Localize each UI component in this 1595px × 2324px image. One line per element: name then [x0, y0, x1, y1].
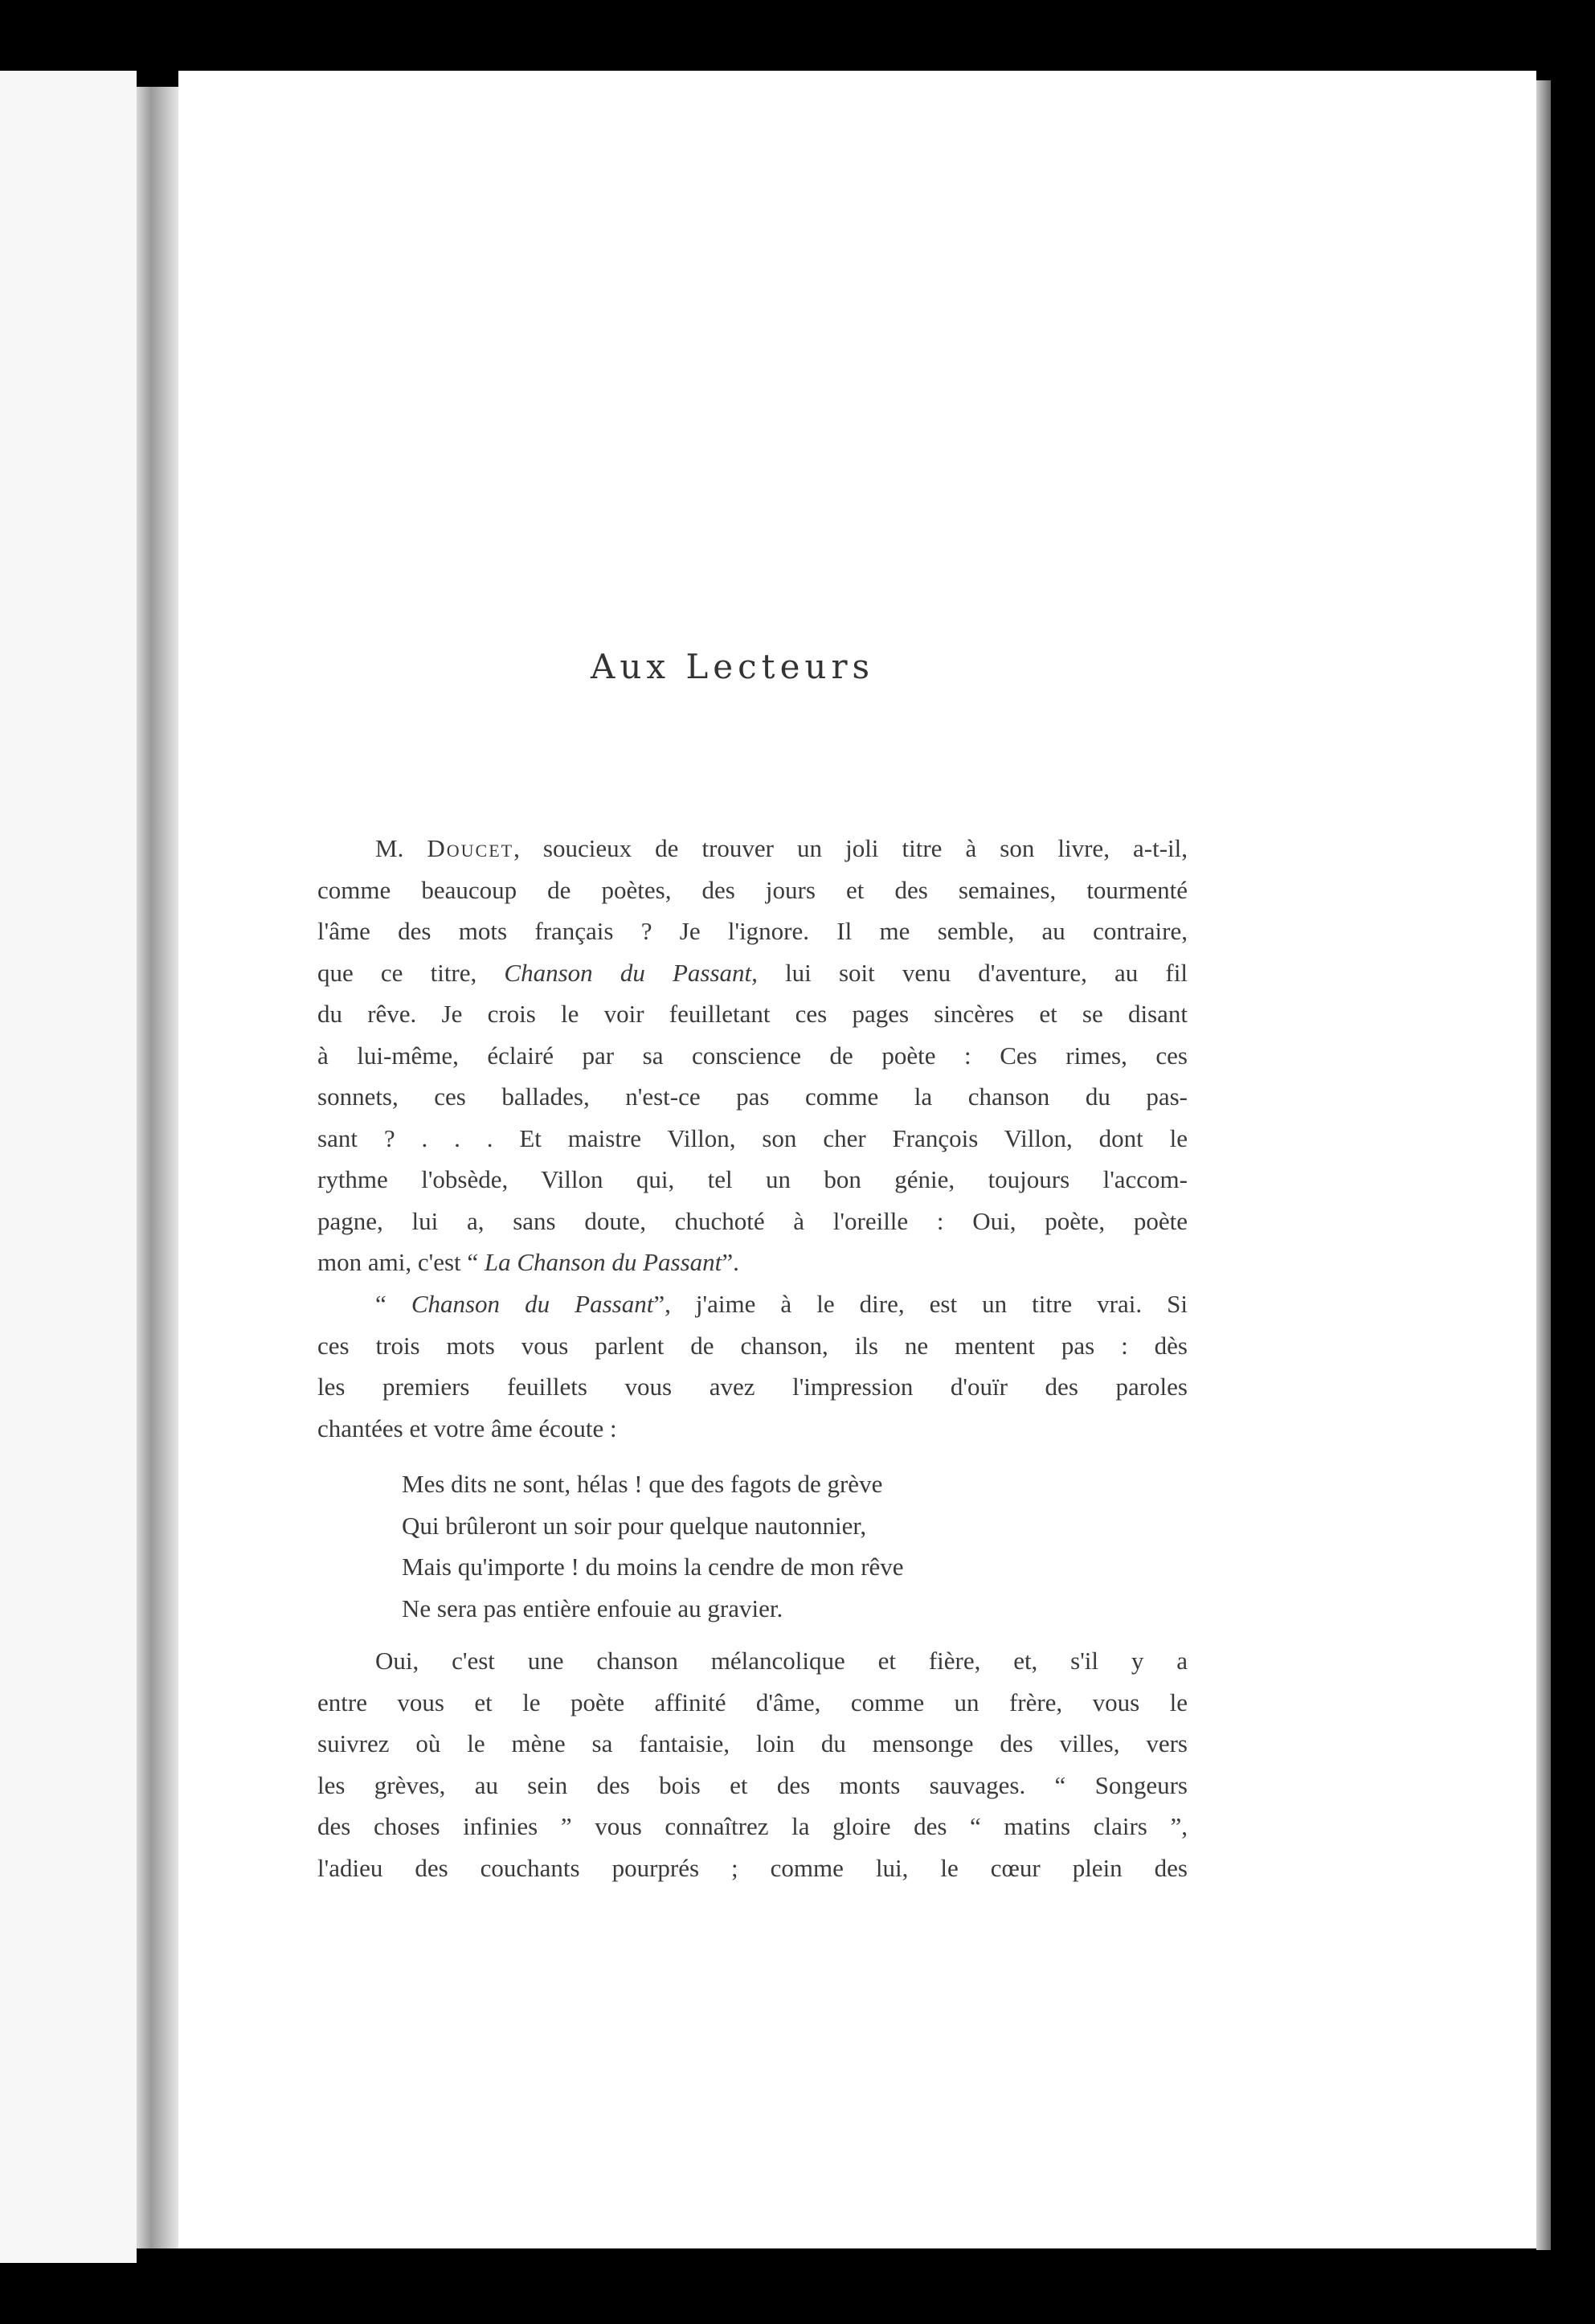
text-line: l'adieu des couchants pourprés ; comme lui, le cœur plein des: [317, 1853, 1188, 1882]
text-line: rythme l'obsède, Villon qui, tel un bon génie, toujours l'accom-: [317, 1165, 1188, 1193]
poem-line: Mes dits ne sont, hélas ! que des fagots de grève: [402, 1470, 883, 1498]
text-line: ces trois mots vous parlent de chanson, ils ne mentent pas : dès: [317, 1331, 1188, 1360]
text-line: Oui, c'est une chanson mélancolique et fière, et, s'il y a: [375, 1647, 1188, 1675]
text-line: chantées et votre âme écoute :: [317, 1414, 617, 1442]
text-line: les premiers feuillets vous avez l'impression d'ouïr des paroles: [317, 1373, 1188, 1401]
text-line: suivrez où le mène sa fantaisie, loin du mensonge des villes, vers: [317, 1729, 1188, 1757]
text-line: que ce titre, Chanson du Passant, lui soit venu d'aventure, au fil: [317, 958, 1188, 987]
text-line: pagne, lui a, sans doute, chuchoté à l'oreille : Oui, poète, poète: [317, 1206, 1188, 1235]
page-heading: Aux Lecteurs: [591, 647, 875, 686]
poem-line: Ne sera pas entière enfouie au gravier.: [402, 1594, 783, 1622]
text-line: “ Chanson du Passant”, j'aime à le dire, est un titre vrai. Si: [375, 1290, 1188, 1318]
paragraph-3: [317, 1640, 1188, 1888]
text-line: des choses infinies ” vous connaîtrez la gloire des “ matins clairs ”,: [317, 1812, 1188, 1840]
text-line: entre vous et le poète affinité d'âme, comme un frère, vous le: [317, 1688, 1188, 1716]
text-line: sonnets, ces ballades, n'est-ce pas comme la chanson du pas-: [317, 1082, 1188, 1111]
poem-line: Qui brûleront un soir pour quelque nautonnier,: [402, 1511, 867, 1540]
text-line: M. Doucet, soucieux de trouver un joli titre à son livre, a-t-il,: [375, 834, 1188, 862]
text-line: comme beaucoup de poètes, des jours et des semaines, tourmenté: [317, 875, 1188, 904]
quoted-poem: [402, 1463, 1125, 1629]
text-line: du rêve. Je crois le voir feuilletant ces pages sincères et se disant: [317, 1000, 1188, 1028]
paragraph-2: [317, 1283, 1188, 1449]
text-line: les grèves, au sein des bois et des monts sauvages. “ Songeurs: [317, 1770, 1188, 1799]
poem-line: Mais qu'importe ! du moins la cendre de mon rêve: [402, 1553, 904, 1581]
facing-page-edge: [0, 71, 137, 2263]
text-line: sant ? . . . Et maistre Villon, son cher François Villon, dont le: [317, 1123, 1188, 1152]
text-line: l'âme des mots français ? Je l'ignore. Il me semble, au contraire,: [317, 917, 1188, 945]
text-line: mon ami, c'est “ La Chanson du Passant”.: [317, 1248, 739, 1276]
text-line: à lui-même, éclairé par sa conscience de poète : Ces rimes, ces: [317, 1041, 1188, 1070]
paragraph-1: [317, 828, 1188, 1283]
page-edge-shadow: [1536, 80, 1551, 2250]
book-gutter: [137, 87, 178, 2248]
